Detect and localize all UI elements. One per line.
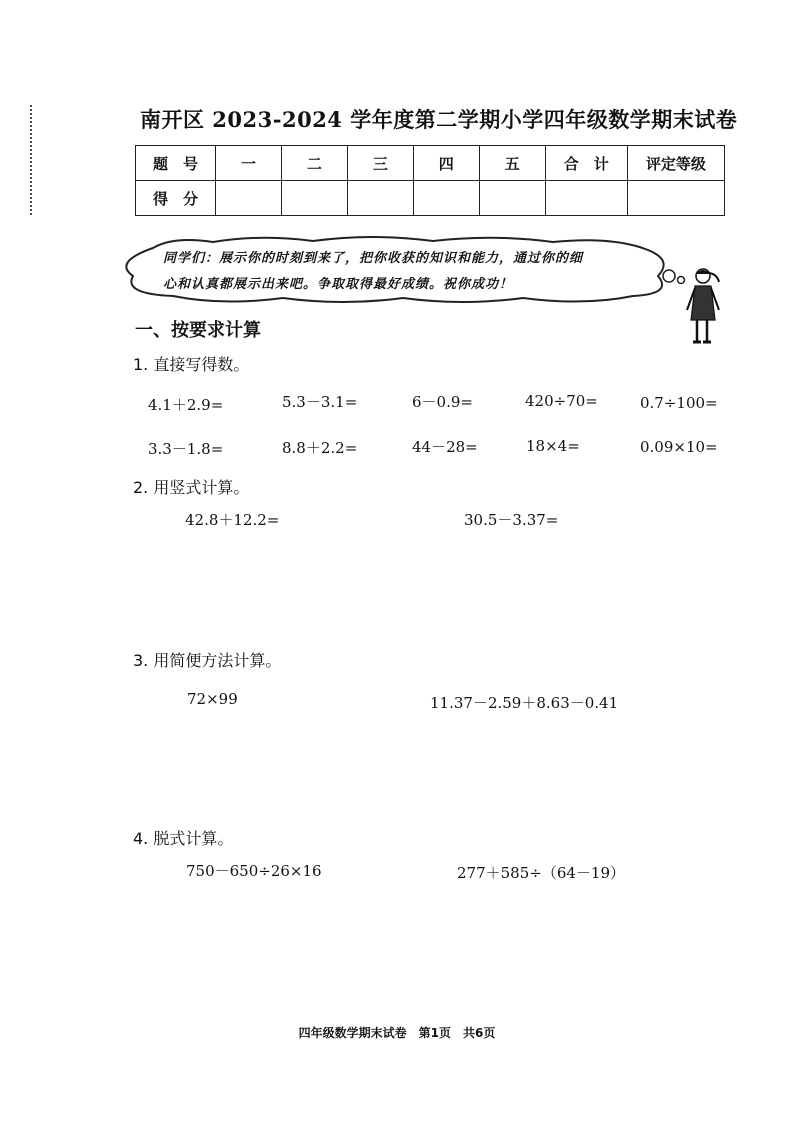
q1-expr: 8.8＋2.2= — [282, 439, 358, 457]
q1-expr: 0.7÷100= — [640, 394, 718, 412]
bubble-line-2: 心和认真都展示出来吧。争取取得最好成绩。祝你成功！ — [163, 277, 514, 292]
score-table-header-row — [136, 146, 725, 181]
q1-expr: 420÷70= — [525, 392, 598, 410]
q1-expr: 44－28= — [412, 438, 478, 456]
page-footer: 四年级数学期末试卷 第1页 共6页 — [298, 1026, 496, 1040]
question-1-title: 1. 直接写得数。 — [133, 355, 250, 374]
question-2-title: 2. 用竖式计算。 — [133, 478, 250, 497]
encouragement-cloud — [113, 236, 673, 302]
q1-expr: 18×4= — [526, 437, 580, 455]
binding-margin-line — [30, 105, 32, 215]
q3-expr: 11.37－2.59＋8.63－0.41 — [430, 694, 619, 712]
q1-expr: 3.3－1.8= — [148, 440, 224, 458]
score-table-score-row — [136, 181, 725, 216]
girl-illustration-icon — [683, 264, 727, 354]
q4-expr: 277＋585÷（64－19） — [457, 864, 626, 882]
col-total: 合 计 — [545, 146, 627, 181]
col-2: 二 — [281, 146, 347, 181]
col-1: 一 — [215, 146, 281, 181]
question-4-title: 4. 脱式计算。 — [133, 829, 234, 848]
score-label: 得 分 — [136, 181, 216, 216]
score-cell[interactable] — [215, 181, 281, 216]
score-table — [135, 145, 725, 216]
score-cell[interactable] — [413, 181, 479, 216]
q1-expr: 4.1＋2.9= — [148, 396, 224, 414]
header-label: 题 号 — [136, 146, 216, 181]
q1-expr: 5.3－3.1= — [282, 393, 358, 411]
score-cell[interactable] — [479, 181, 545, 216]
score-cell[interactable] — [281, 181, 347, 216]
score-cell[interactable] — [347, 181, 413, 216]
q2-expr: 30.5－3.37= — [464, 511, 559, 529]
score-cell[interactable] — [627, 181, 724, 216]
q2-expr: 42.8＋12.2= — [185, 511, 280, 529]
page-title: 南开区 2023-2024 学年度第二学期小学四年级数学期末试卷 — [140, 107, 738, 132]
section-1-title: 一、按要求计算 — [135, 320, 261, 341]
col-grade: 评定等级 — [627, 146, 724, 181]
col-5: 五 — [479, 146, 545, 181]
q1-expr: 0.09×10= — [640, 438, 718, 456]
question-3-title: 3. 用简便方法计算。 — [133, 651, 282, 670]
col-4: 四 — [413, 146, 479, 181]
bubble-line-1: 同学们：展示你的时刻到来了，把你收获的知识和能力，通过你的细 — [163, 251, 584, 266]
q3-expr: 72×99 — [187, 690, 238, 708]
col-3: 三 — [347, 146, 413, 181]
q4-expr: 750－650÷26×16 — [186, 862, 322, 880]
q1-expr: 6－0.9= — [412, 393, 473, 411]
score-cell[interactable] — [545, 181, 627, 216]
